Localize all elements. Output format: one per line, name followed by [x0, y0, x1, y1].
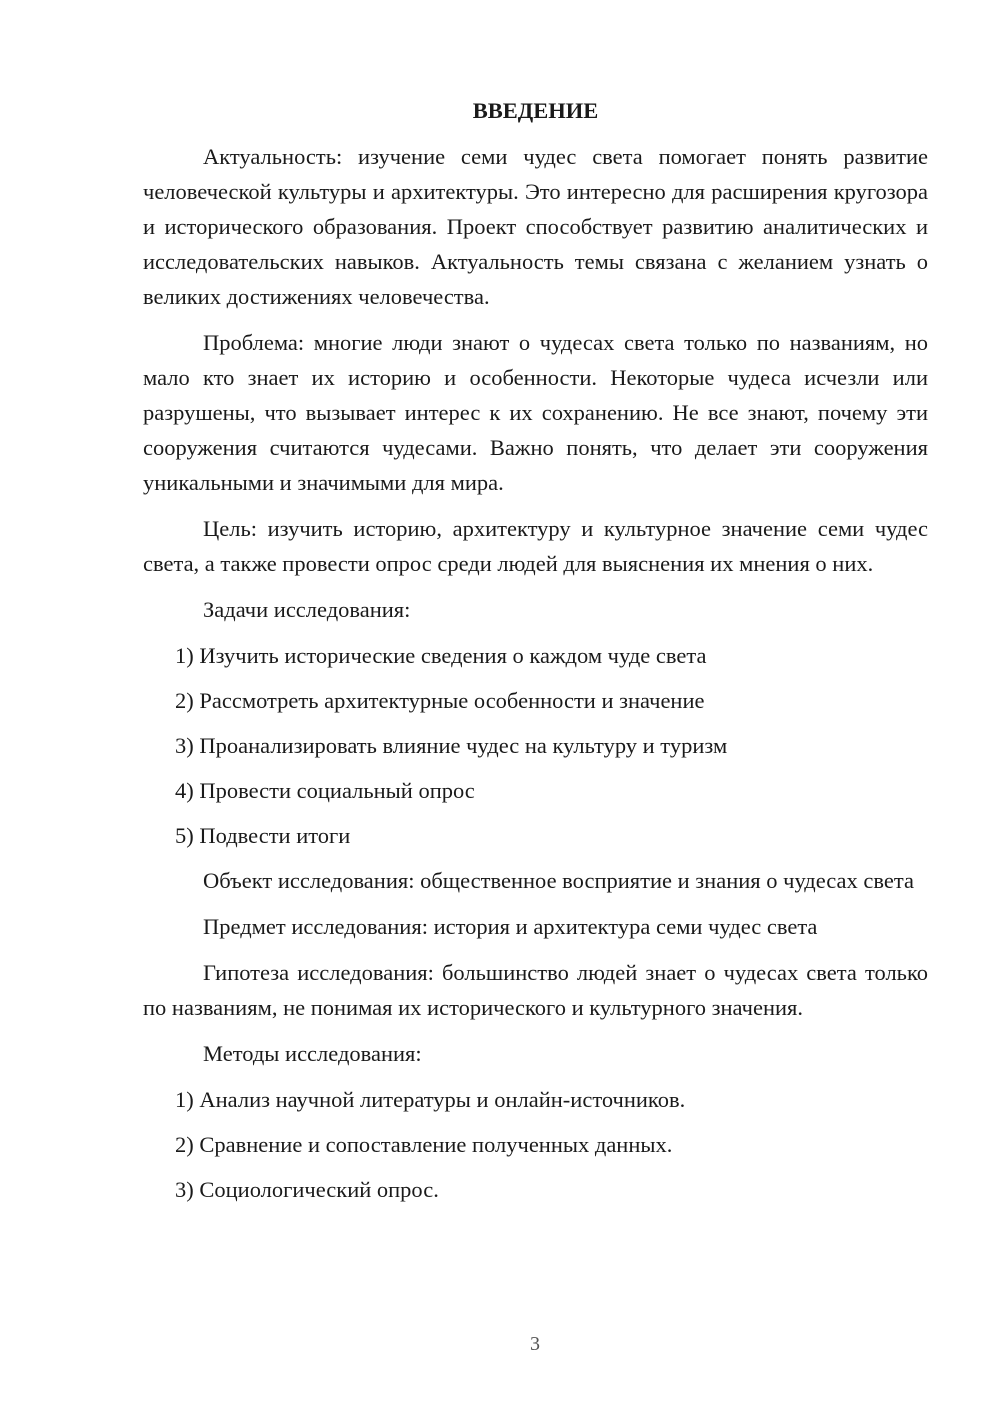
list-item: 4) Провести социальный опрос — [175, 778, 475, 803]
hypothesis-paragraph: Гипотеза исследования: большинство людей знает о чудесах света только по названиям, не понимая их исторического и культурного значения. — [143, 960, 928, 1020]
page-number: 3 — [530, 1333, 540, 1355]
list-item: 1) Изучить исторические сведения о каждом чуде света — [175, 643, 707, 668]
tasks-list — [143, 638, 928, 853]
goal-paragraph: Цель: изучить историю, архитектуру и культурное значение семи чудес света, а также провести опрос среди людей для выяснения их мнения о них. — [143, 516, 928, 576]
list-item: 2) Сравнение и сопоставление полученных данных. — [175, 1132, 673, 1157]
tasks-title: Задачи исследования: — [203, 597, 411, 622]
list-item: 3) Социологический опрос. — [175, 1177, 439, 1202]
list-item: 3) Проанализировать влияние чудес на культуру и туризм — [175, 733, 728, 758]
subject-paragraph: Предмет исследования: история и архитектура семи чудес света — [203, 914, 818, 939]
document-body — [143, 94, 928, 1217]
relevance-paragraph: Актуальность: изучение семи чудес света помогает понять развитие человеческой культуры и архитектуры. Это интересно для расширения кругозора и исторического образования. Проект способствует развитию аналитических и исследовательских навыков. Актуальность темы связана с желанием узнать о великих достижениях человечества. — [143, 144, 928, 309]
list-item: 1) Анализ научной литературы и онлайн-источников. — [175, 1087, 686, 1112]
methods-title: Методы исследования: — [203, 1041, 422, 1066]
section-heading: ВВЕДЕНИЕ — [472, 98, 599, 123]
methods-list — [143, 1082, 928, 1207]
list-item: 2) Рассмотреть архитектурные особенности и значение — [175, 688, 705, 713]
list-item: 5) Подвести итоги — [175, 823, 351, 848]
object-paragraph: Объект исследования: общественное восприятие и знания о чудесах света — [203, 868, 914, 893]
problem-paragraph: Проблема: многие люди знают о чудесах света только по названиям, но мало кто знает их историю и особенности. Некоторые чудеса исчезли или разрушены, что вызывает интерес к их сохранению. Не все знают, почему эти сооружения считаются чудесами. Важно понять, что делает эти сооружения уникальными и значимыми для мира. — [143, 330, 928, 495]
